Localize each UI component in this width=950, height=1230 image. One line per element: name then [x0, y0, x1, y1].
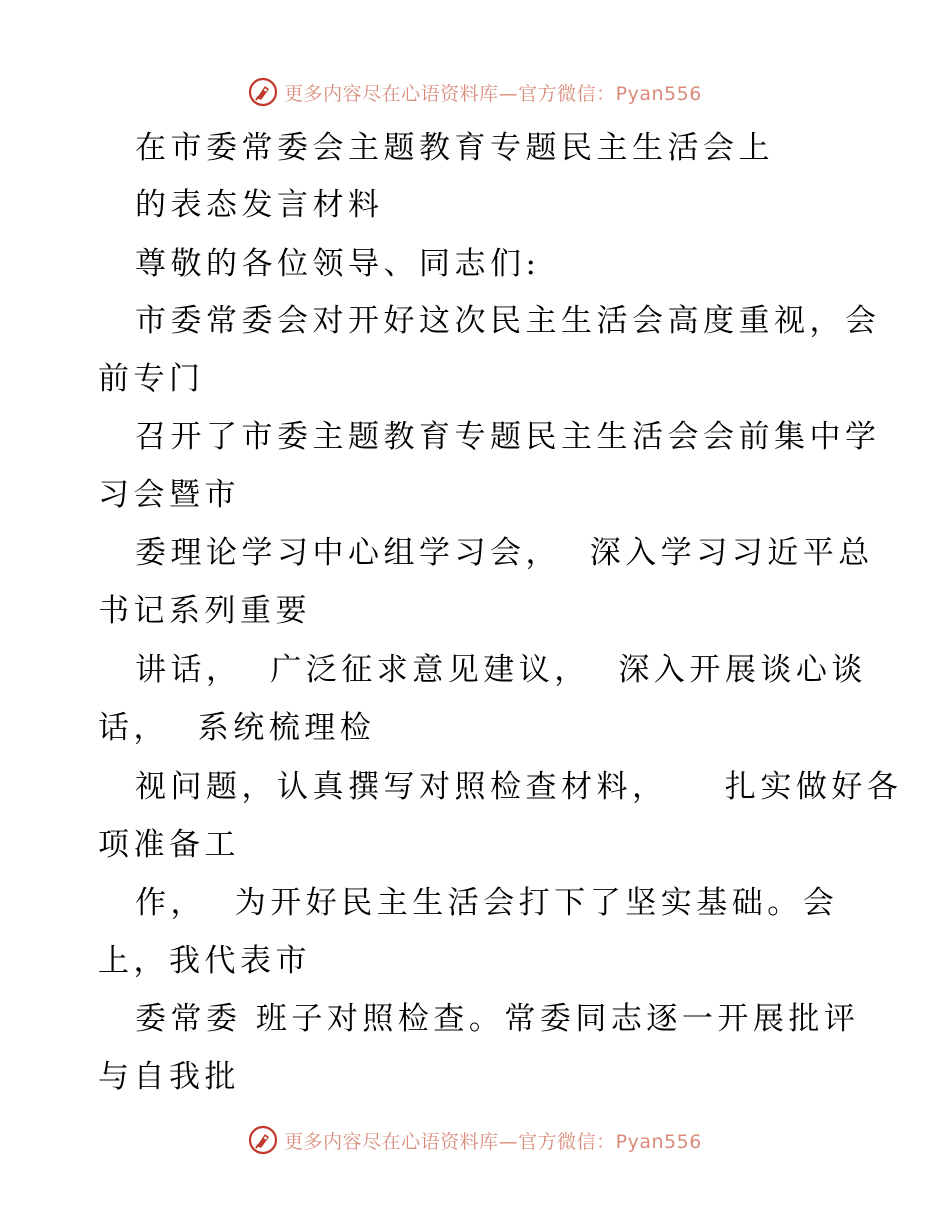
- paragraph-line: 市委常委会对开好这次民主生活会高度重视，会: [135, 303, 881, 339]
- paragraph-line: 作， 为开好民主生活会打下了坚实基础。会: [135, 885, 839, 921]
- paragraph-line: 话， 系统梳理检: [98, 710, 376, 746]
- paragraph-line: 书记系列重要: [98, 593, 311, 629]
- paragraph-line: 上，我代表市: [98, 943, 311, 979]
- header-watermark: [0, 72, 950, 112]
- title-line-1: 在市委常委会主题教育专题民主生活会上: [135, 130, 774, 166]
- paragraph-line: 视问题，认真撰写对照检查材料， 扎实做好各: [135, 769, 903, 805]
- pen-nib-logo-icon: [248, 77, 278, 107]
- title-line-2: 的表态发言材料: [135, 187, 384, 223]
- paragraph-line: 召开了市委主题教育专题民主生活会会前集中学: [135, 419, 881, 455]
- paragraph-line: 习会暨市: [98, 477, 240, 513]
- pen-nib-logo-icon: [248, 1125, 278, 1155]
- paragraph-line: 委理论学习中心组学习会， 深入学习习近平总: [135, 535, 874, 571]
- paragraph-line: 项准备工: [98, 827, 240, 863]
- salutation: 尊敬的各位领导、同志们:: [135, 246, 541, 282]
- paragraph-line: 前专门: [98, 361, 205, 397]
- watermark-text: 更多内容尽在心语资料库—官方微信：Pyan556: [284, 1130, 702, 1153]
- footer-watermark: [0, 1120, 950, 1160]
- paragraph-line: 委常委 班子对照检查。常委同志逐一开展批评: [135, 1001, 860, 1037]
- watermark-text: 更多内容尽在心语资料库—官方微信：Pyan556: [284, 82, 702, 105]
- paragraph-line: 讲话， 广泛征求意见建议， 深入开展谈心谈: [135, 652, 867, 688]
- paragraph-line: 与自我批: [98, 1059, 240, 1095]
